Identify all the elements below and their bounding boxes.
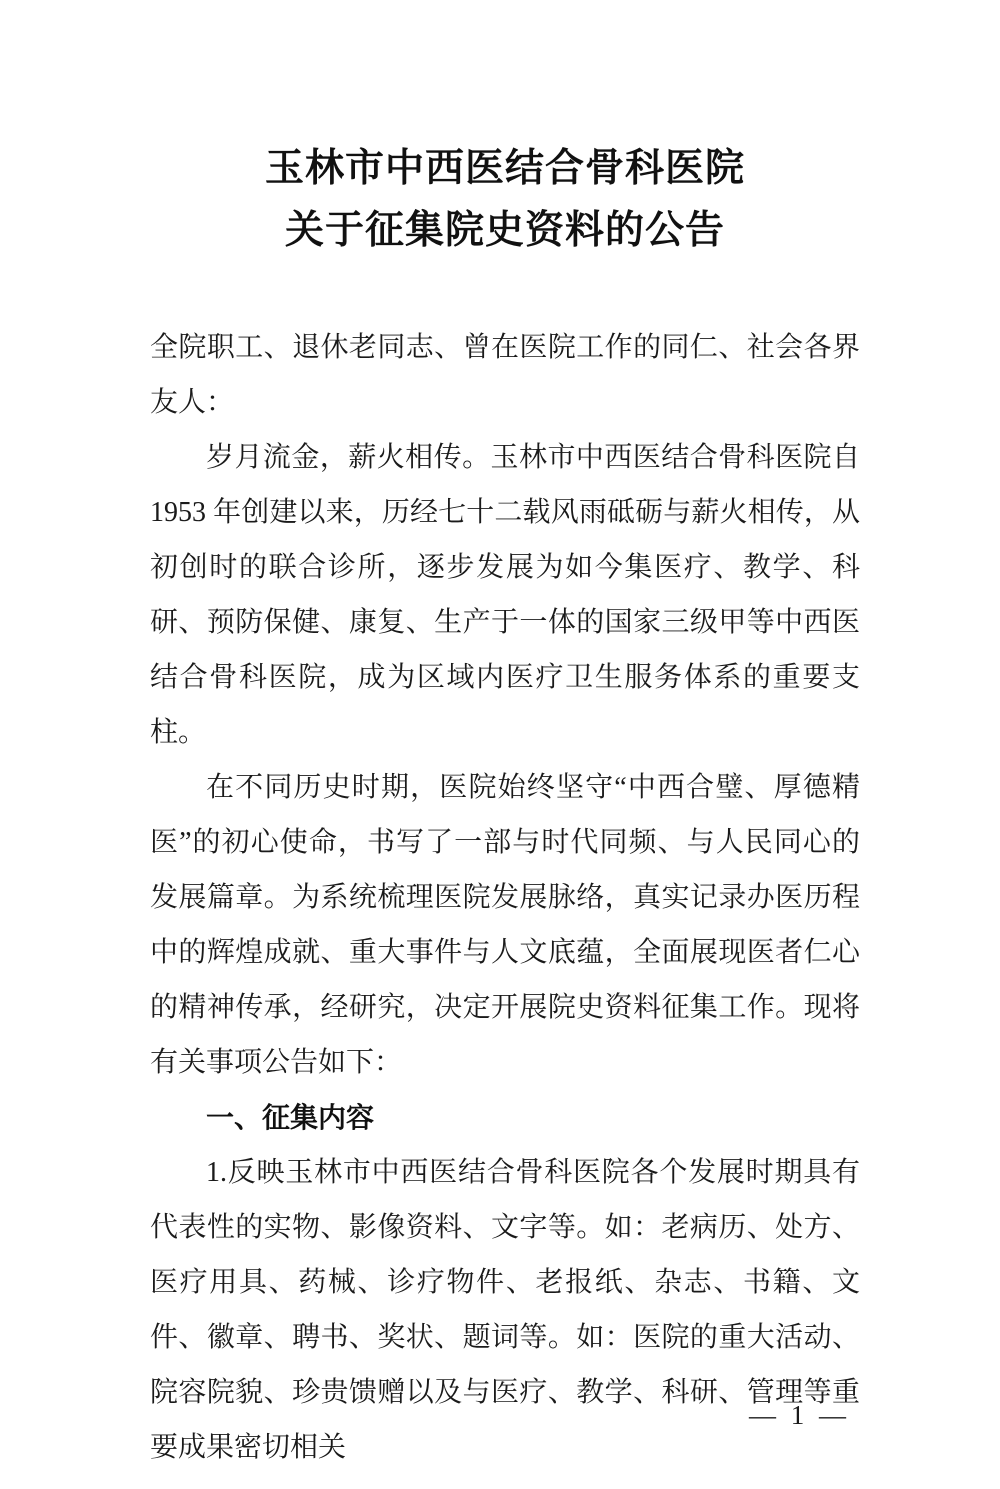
document-body [150,320,860,1475]
section-heading-collection-content: 一、征集内容 [206,1102,375,1133]
paragraph-history: 岁月流金，薪火相传。玉林市中西医结合骨科医院自1953 年创建以来，历经七十二载风雨砥砺与薪火相传，从初创时的联合诊所，逐步发展为如今集医疗、教学、科研、预防保健、康复、生产于一体的国家三级甲等中西医结合骨科医院，成为区域内医疗卫生服务体系的重要支柱。 [150,442,860,748]
document-title [150,138,860,262]
document-content [150,138,860,1475]
paragraph-mission: 在不同历史时期，医院始终坚守“中西合璧、厚德精医”的初心使命，书写了一部与时代同频、与人民同心的发展篇章。为系统梳理医院发展脉络，真实记录办医历程中的辉煌成就、重大事件与人文底蕴，全面展现医者仁心的精神传承，经研究，决定开展院史资料征集工作。现将有关事项公告如下： [150,772,860,1078]
paragraph-collection-content: 1.反映玉林市中西医结合骨科医院各个发展时期具有代表性的实物、影像资料、文字等。如：老病历、处方、医疗用具、药械、诊疗物件、老报纸、杂志、书籍、文件、徽章、聘书、奖状、题词等。如：医院的重大活动、院容院貌、珍贵馈赠以及与医疗、教学、科研、管理等重要成果密切相关 [150,1157,860,1463]
salutation: 全院职工、退休老同志、曾在医院工作的同仁、社会各界友人： [150,332,860,418]
page-number: — 1 — [749,1400,850,1430]
document-title-line1: 玉林市中西医结合骨科医院 [264,147,745,190]
document-title-line2: 关于征集院史资料的公告 [284,209,725,252]
